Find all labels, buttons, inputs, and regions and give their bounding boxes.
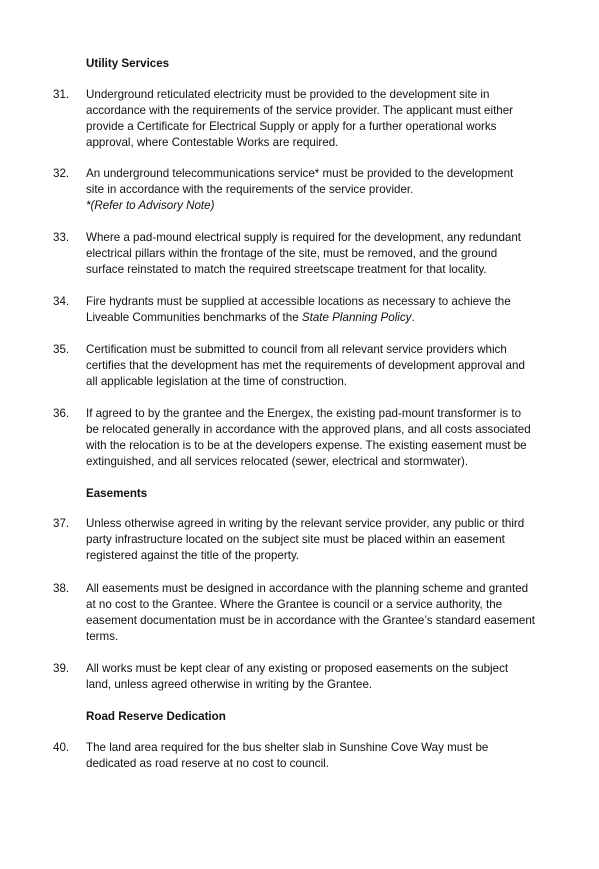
condition-text (86, 342, 548, 390)
condition-text (86, 516, 548, 564)
text-line (86, 310, 548, 326)
text-line (86, 119, 548, 135)
text-run: site in accordance with the requirements of the service provider. (86, 183, 414, 196)
text-line (86, 613, 548, 629)
condition-text (86, 406, 548, 470)
section-heading: Utility Services (86, 57, 170, 70)
text-run: Fire hydrants must be supplied at accessible locations as necessary to achieve the (86, 295, 511, 308)
condition-text (86, 740, 548, 772)
text-run: be relocated generally in accordance with the approved plans, and all costs associated (86, 423, 531, 436)
text-run: easement documentation must be in accordance with the Grantee’s standard easement (86, 614, 535, 627)
text-run: The land area required for the bus shelter slab in Sunshine Cove Way must be (86, 741, 489, 754)
condition-text (86, 87, 548, 151)
text-line (86, 756, 548, 772)
text-run: approval, where Contestable Works are required. (86, 136, 339, 149)
text-line (86, 740, 548, 756)
text-run: land, unless agreed otherwise in writing by the Grantee. (86, 678, 373, 691)
text-run: certifies that the development has met the requirements of development approval and (86, 359, 525, 372)
text-line (86, 198, 548, 214)
condition-text (86, 230, 548, 278)
text-line (86, 87, 548, 103)
italic-text: *(Refer to Advisory Note) (86, 199, 215, 212)
text-run: party infrastructure located on the subject site must be placed within an easement (86, 533, 505, 546)
text-run: An underground telecommunications service* must be provided to the development (86, 167, 514, 180)
text-line (86, 581, 548, 597)
text-line (86, 406, 548, 422)
text-line (86, 294, 548, 310)
text-run: electrical pillars within the frontage of the site, must be removed, and the ground (86, 247, 498, 260)
condition-number: 31. (53, 88, 70, 101)
condition-text (86, 166, 548, 214)
text-line (86, 454, 548, 470)
text-line (86, 438, 548, 454)
text-run: extinguished, and all services relocated (sewer, electrical and stormwater). (86, 455, 469, 468)
text-line (86, 342, 548, 358)
text-run: registered against the title of the property. (86, 549, 300, 562)
section-heading: Easements (86, 487, 148, 500)
text-run: all applicable legislation at the time of construction. (86, 375, 348, 388)
text-line (86, 629, 548, 645)
text-run: All easements must be designed in accordance with the planning scheme and granted (86, 582, 529, 595)
text-run: Where a pad-mound electrical supply is required for the development, any redundant (86, 231, 522, 244)
condition-number: 39. (53, 662, 70, 675)
condition-number: 35. (53, 343, 70, 356)
condition-text (86, 294, 548, 326)
condition-number: 40. (53, 741, 70, 754)
italic-text: State Planning Policy (301, 311, 412, 324)
text-line (86, 532, 548, 548)
text-line (86, 677, 548, 693)
text-line (86, 230, 548, 246)
text-run: . (411, 311, 415, 324)
text-run: Underground reticulated electricity must be provided to the development site in (86, 88, 490, 101)
text-run: with the relocation is to be at the developers expense. The existing easement must be (86, 439, 527, 452)
condition-text (86, 661, 548, 693)
condition-number: 38. (53, 582, 70, 595)
condition-text (86, 581, 548, 645)
condition-number: 34. (53, 295, 70, 308)
text-run: dedicated as road reserve at no cost to council. (86, 757, 329, 770)
section-heading: Road Reserve Dedication (86, 710, 226, 723)
text-run: provide a Certificate for Electrical Supply or apply for a further operational works (86, 120, 497, 133)
text-line (86, 661, 548, 677)
text-run: accordance with the requirements of the service provider. The applicant must either (86, 104, 514, 117)
text-line (86, 246, 548, 262)
text-run: Unless otherwise agreed in writing by the relevant service provider, any public or third (86, 517, 525, 530)
text-line (86, 358, 548, 374)
text-run: surface reinstated to match the required streetscape treatment for that locality. (86, 263, 487, 276)
text-line (86, 548, 548, 564)
text-run: If agreed to by the grantee and the Energex, the existing pad-mount transformer is to (86, 407, 522, 420)
text-line (86, 516, 548, 532)
text-line (86, 374, 548, 390)
condition-number: 33. (53, 231, 70, 244)
text-run: Certification must be submitted to council from all relevant service providers which (86, 343, 507, 356)
text-line (86, 135, 548, 151)
condition-number: 36. (53, 407, 70, 420)
text-run: at no cost to the Grantee. Where the Grantee is council or a service authority, the (86, 598, 503, 611)
text-line (86, 422, 548, 438)
text-line (86, 182, 548, 198)
text-run: Liveable Communities benchmarks of the (86, 311, 302, 324)
text-run: terms. (86, 630, 119, 643)
text-line (86, 262, 548, 278)
condition-number: 37. (53, 517, 70, 530)
text-run: All works must be kept clear of any existing or proposed easements on the subject (86, 662, 509, 675)
text-line (86, 597, 548, 613)
text-line (86, 166, 548, 182)
condition-number: 32. (53, 167, 70, 180)
text-line (86, 103, 548, 119)
